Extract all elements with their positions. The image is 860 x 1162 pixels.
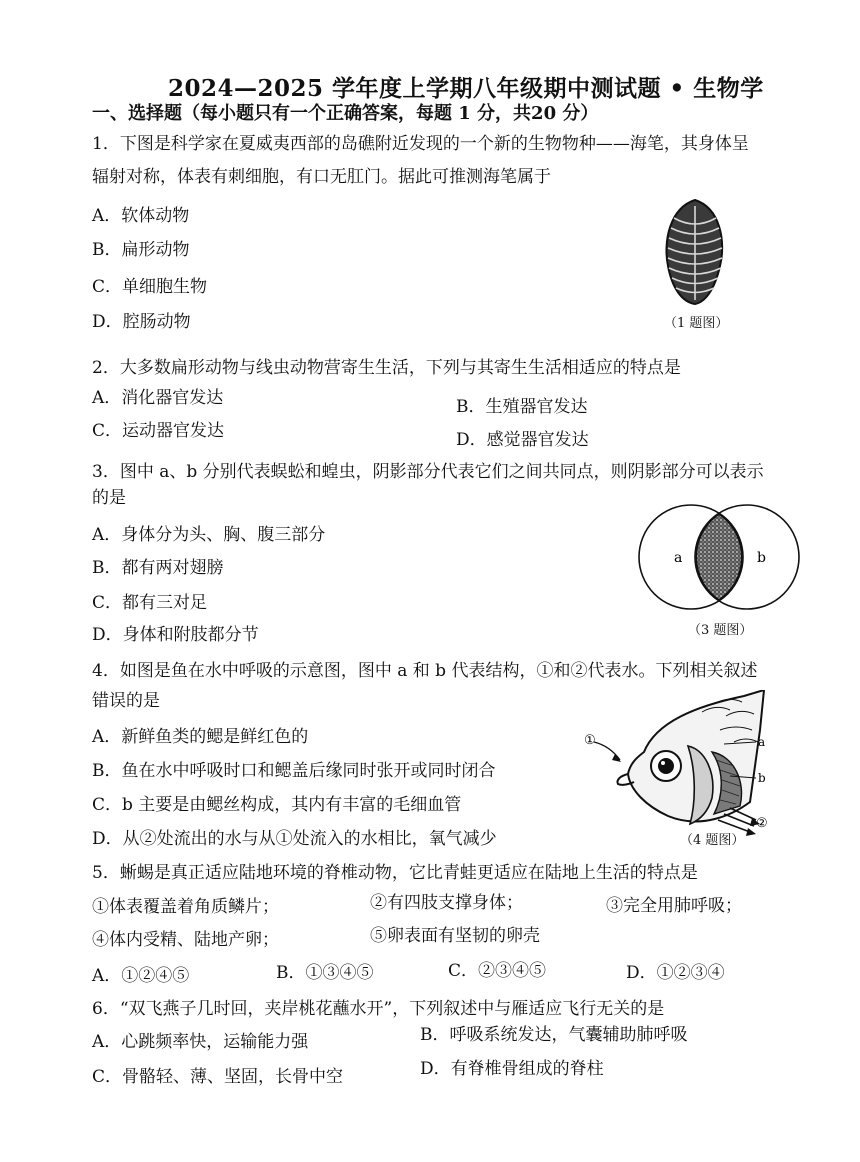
q4-option-d: D．从②处流出的水与从①处流入的水相比，氧气减少 [92, 829, 497, 849]
q2-option-c: C．运动器官发达 [92, 421, 225, 441]
q1-option-a: A．软体动物 [92, 206, 190, 226]
q3-figure-caption: （3 题图） [688, 623, 753, 638]
q4-figure-caption: （4 题图） [680, 833, 745, 848]
q4-stem-line2: 错误的是 [92, 691, 160, 711]
fish-mark-2: ② [756, 816, 768, 831]
q4-option-c: C．b 主要是由鳃丝构成，其内有丰富的毛细血管 [92, 795, 462, 815]
q3-option-d: D．身体和附肢都分节 [92, 625, 259, 645]
q1-figure-caption: （1 题图） [664, 316, 729, 331]
q2-option-d: D．感觉器官发达 [456, 430, 589, 450]
venn-diagram [636, 503, 802, 611]
q6-option-b: B．呼吸系统发达，气囊辅助肺呼吸 [420, 1025, 688, 1045]
fish-gill-figure [584, 690, 774, 838]
q4-stem-line1: 4．如图是鱼在水中呼吸的示意图，图中 a 和 b 代表结构，①和②代表水。下列相关叙述 [92, 661, 758, 681]
q5-item-3: ③完全用肺呼吸； [606, 896, 742, 916]
q2-option-a: A．消化器官发达 [92, 388, 224, 408]
q5-stem: 5．蜥蜴是真正适应陆地环境的脊椎动物，它比青蛙更适应在陆地上生活的特点是 [92, 863, 698, 883]
fish-label-a: a [758, 735, 766, 749]
q5-item-4: ④体内受精、陆地产卵； [92, 930, 279, 950]
q3-stem-line1: 3．图中 a、b 分别代表蜈蚣和蝗虫，阴影部分代表它们之间共同点，则阴影部分可以表示 [92, 462, 764, 482]
page-title: 2024—2025 学年度上学期八年级期中测试题 • 生物学 [168, 75, 764, 102]
q6-option-c: C．骨骼轻、薄、坚固，长骨中空 [92, 1067, 344, 1087]
q2-stem: 2．大多数扁形动物与线虫动物营寄生生活，下列与其寄生生活相适应的特点是 [92, 358, 681, 378]
q5-option-c: C．②③④⑤ [448, 961, 547, 981]
q1-option-b: B．扁形动物 [92, 240, 190, 260]
q2-option-b: B．生殖器官发达 [456, 397, 588, 417]
q1-stem-line1: 1．下图是科学家在夏威夷西部的岛礁附近发现的一个新的生物物种——海笔，其身体呈 [92, 134, 749, 154]
q4-option-b: B．鱼在水中呼吸时口和鳃盖后缘同时张开或同时闭合 [92, 761, 496, 781]
fish-mark-1: ① [584, 733, 596, 748]
sea-pen-figure [660, 196, 730, 308]
q4-option-a: A．新鲜鱼类的鳃是鲜红色的 [92, 727, 309, 747]
q5-option-a: A．①②④⑤ [92, 966, 190, 986]
q3-option-b: B．都有两对翅膀 [92, 558, 224, 578]
q5-item-2: ②有四肢支撑身体； [370, 893, 523, 913]
q3-stem-line2: 的是 [92, 488, 126, 508]
q1-option-c: C．单细胞生物 [92, 277, 208, 297]
q5-option-d: D．①②③④ [626, 963, 725, 983]
fish-label-b: b [758, 771, 766, 785]
q6-option-d: D．有脊椎骨组成的脊柱 [420, 1059, 604, 1079]
q5-option-b: B．①③④⑤ [276, 963, 374, 983]
section-heading: 一、选择题（每小题只有一个正确答案，每题 1 分，共20 分） [92, 103, 599, 124]
q5-item-1: ①体表覆盖着角质鳞片； [92, 897, 279, 917]
q6-stem: 6．“双飞燕子几时回，夹岸桃花蘸水开”，下列叙述中与雁适应飞行无关的是 [92, 999, 665, 1019]
q5-item-5: ⑤卵表面有坚韧的卵壳 [370, 926, 540, 946]
q3-option-a: A．身体分为头、胸、腹三部分 [92, 525, 326, 545]
venn-label-b: b [757, 550, 766, 566]
q1-option-d: D．腔肠动物 [92, 312, 191, 332]
q3-option-c: C．都有三对足 [92, 593, 208, 613]
q1-stem-line2: 辐射对称，体表有刺细胞，有口无肛门。据此可推测海笔属于 [92, 167, 551, 187]
venn-label-a: a [674, 550, 683, 566]
q6-option-a: A．心跳频率快，运输能力强 [92, 1032, 309, 1052]
